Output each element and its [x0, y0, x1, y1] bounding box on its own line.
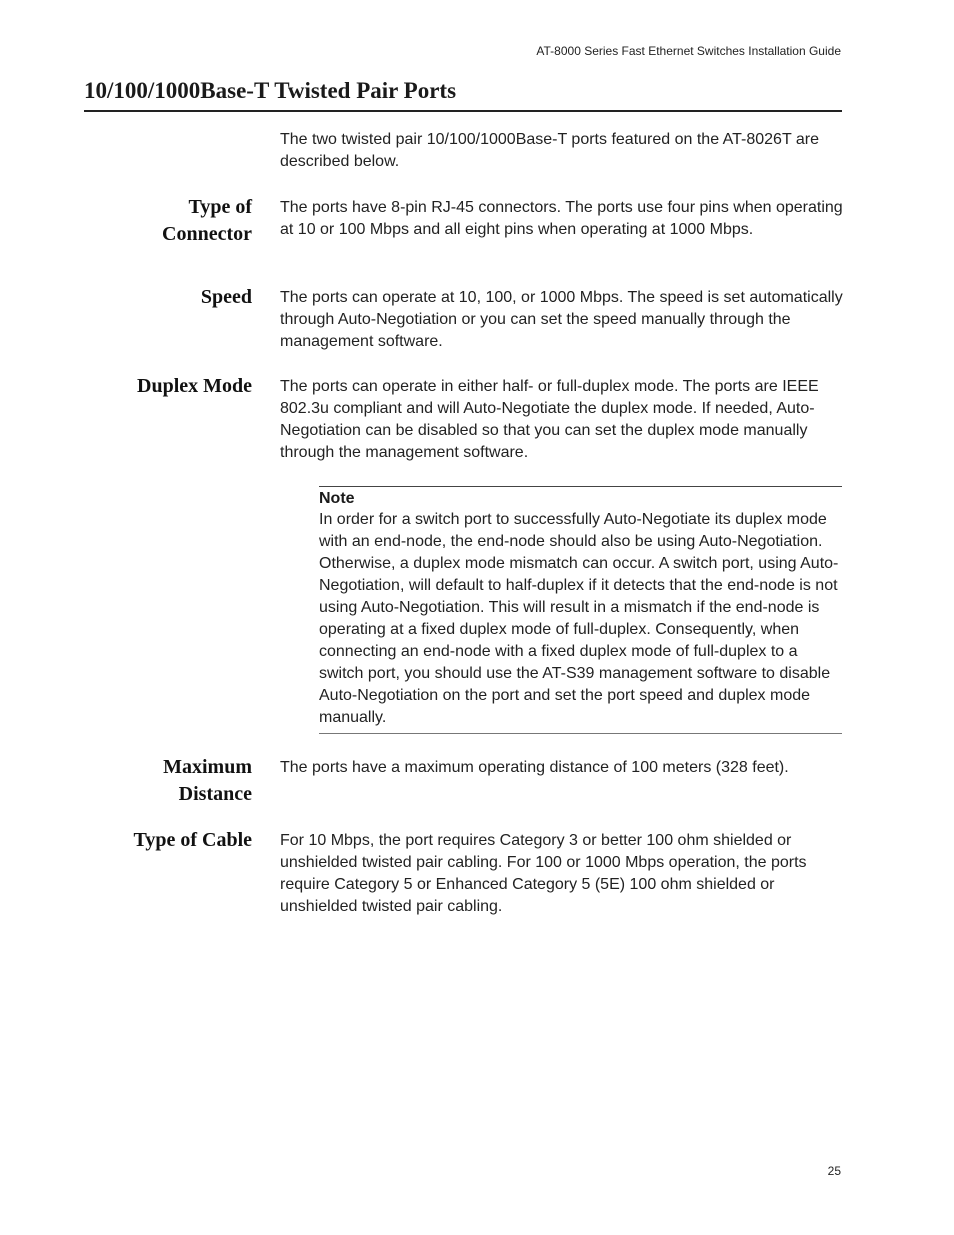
type-of-connector-text: The ports have 8-pin RJ-45 connectors. The ports use four pins when operating at 10 or 100 Mbps and all eight pins when operating at 1000 Mbps. [280, 199, 843, 238]
note-title: Note [319, 490, 355, 507]
note-box [319, 486, 842, 734]
heading-speed [201, 284, 252, 311]
heading-type-of-connector [162, 194, 252, 248]
heading-line: Connector [162, 223, 252, 245]
heading-maximum-distance [163, 754, 252, 808]
heading-line: Distance [178, 783, 252, 805]
speed-text: The ports can operate at 10, 100, or 1000 Mbps. The speed is set automatically through Auto-Negotiation or you can set the speed manually through the management software. [280, 289, 843, 350]
note-text: In order for a switch port to successfully Auto-Negotiate its duplex mode with an end-node, the end-node should also be using Auto-Negotiation. Otherwise, a duplex mode mismatch can occur. A switch port, using Auto-Negotiation, will default to half-duplex if it detects that the end-node is not using Auto-Negotiation. This will result in a mismatch if the end-node is operating at a fixed duplex mode of full-duplex. Consequently, when connecting an end-node with a fixed duplex mode of full-duplex to a switch port, you should use the AT-S39 management software to disable Auto-Negotiation on the port and set the port speed and duplex mode manually. [319, 511, 839, 726]
heading-type-of-cable [133, 827, 252, 854]
maximum-distance-text: The ports have a maximum operating distance of 100 meters (328 feet). [280, 759, 789, 776]
intro-paragraph: The two twisted pair 10/100/1000Base-T ports featured on the AT-8026T are described below. [280, 131, 819, 170]
heading-line: Duplex Mode [137, 375, 252, 397]
heading-line: Type of [188, 196, 252, 218]
heading-line: Speed [200, 286, 252, 308]
heading-line: Type of Cable [133, 829, 252, 851]
section-title: 10/100/1000Base-T Twisted Pair Ports [84, 78, 842, 112]
duplex-mode-text: The ports can operate in either half- or full-duplex mode. The ports are IEEE 802.3u compliant and will Auto-Negotiate the duplex mode. If needed, Auto-Negotiation can be disabled so that you can set the duplex mode manually through the management software. [280, 378, 819, 461]
page-number: 25 [827, 1164, 841, 1178]
type-of-cable-text: For 10 Mbps, the port requires Category 3 or better 100 ohm shielded or unshielded twisted pair cabling. For 100 or 1000 Mbps operation, the ports require Category 5 or Enhanced Category 5 (5E) 100 ohm shielded or unshielded twisted pair cabling. [280, 832, 807, 915]
running-header: AT-8000 Series Fast Ethernet Switches Installation Guide [536, 44, 841, 58]
heading-line: Maximum [163, 756, 252, 778]
heading-duplex-mode [137, 373, 252, 400]
